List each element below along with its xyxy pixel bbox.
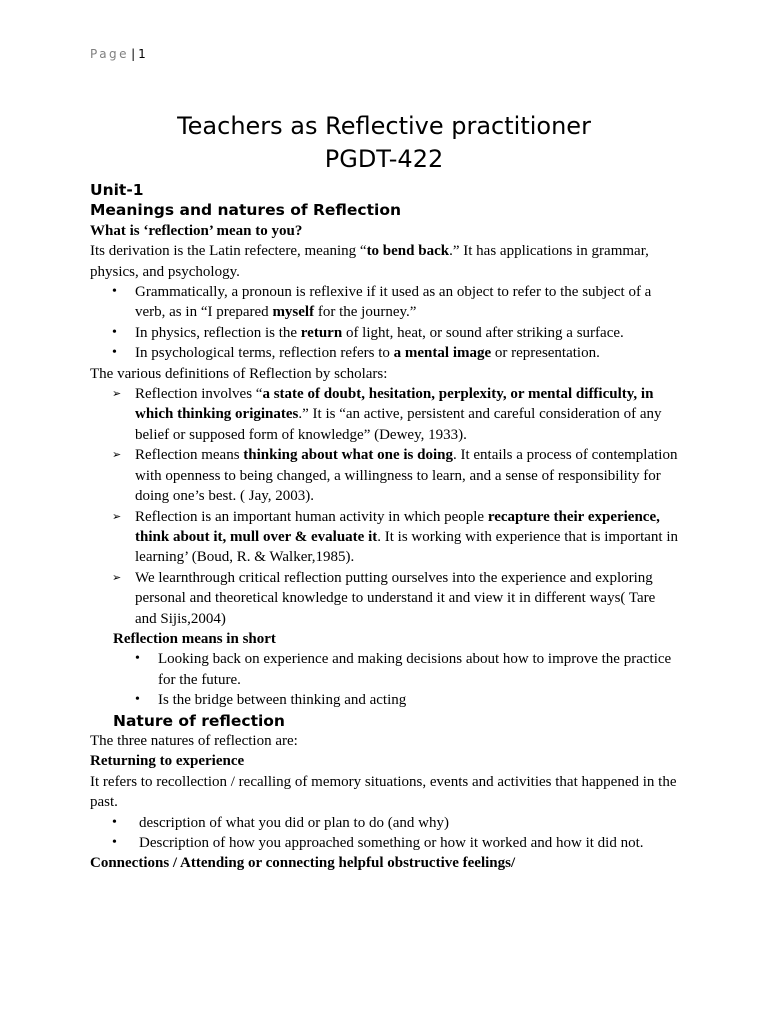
short-heading: Reflection means in short xyxy=(113,630,276,647)
list-item: • Description of how you approached something or how it worked and how it did not. xyxy=(90,833,680,853)
item-bold: return xyxy=(300,324,343,341)
item-text: .” It is “an active, persistent and careful consideration of any belief or supposed form of knowledge” (Dewey, 1933). xyxy=(135,406,662,443)
header-divider: | xyxy=(131,47,136,61)
document-body xyxy=(90,180,680,874)
list-item: • Looking back on experience and making decisions about how to improve the practice for the future. xyxy=(90,649,680,690)
title-line-2: PGDT-422 xyxy=(324,145,444,173)
question-heading: What is ‘reflection’ mean to you? xyxy=(90,222,303,239)
nature-intro: The three natures of reflection are: xyxy=(90,732,298,749)
item-text: In physics, reflection is the xyxy=(135,324,301,341)
section-heading: Meanings and natures of Reflection xyxy=(90,201,402,220)
list-item xyxy=(90,282,680,323)
list-item xyxy=(90,343,680,363)
list-item xyxy=(90,507,680,568)
list-item xyxy=(90,384,680,445)
document-title xyxy=(0,110,768,176)
list-item: • description of what you did or plan to do (and why) xyxy=(90,813,680,833)
item-bold: myself xyxy=(272,304,315,321)
page-header xyxy=(90,47,146,61)
arrow-bullet-icon: ➢ xyxy=(112,570,122,584)
item-bold: thinking about what one is doing xyxy=(243,447,453,464)
definitions-list xyxy=(90,384,680,629)
short-list xyxy=(90,649,680,710)
item-bold: a mental image xyxy=(393,345,492,362)
returning-heading: Returning to experience xyxy=(90,753,245,770)
item-bold: recapture their experience, think about it, mull over & evaluate it xyxy=(135,508,660,545)
intro-text-1: Its derivation is the Latin refectere, meaning “ xyxy=(90,243,367,260)
arrow-bullet-icon: ➢ xyxy=(112,387,122,401)
list-item xyxy=(90,445,680,506)
item-text: . It entails a process of contemplation with openness to being changed, a willingness to learn, and a sense of responsibility for doing one’s best. ( Jay, 2003). xyxy=(135,447,678,505)
page-label: Page xyxy=(90,47,130,61)
arrow-bullet-icon: ➢ xyxy=(112,448,122,462)
item-text: In psychological terms, reflection refers to xyxy=(135,345,394,362)
item-text: or representation. xyxy=(491,345,600,362)
nature-heading: Nature of reflection xyxy=(113,711,285,730)
definitions-intro: The various definitions of Reflection by scholars: xyxy=(90,365,388,382)
list-item xyxy=(90,568,680,629)
page-number: 1 xyxy=(138,47,146,61)
item-text: of light, heat, or sound after striking a surface. xyxy=(342,324,624,341)
connections-heading: Connections / Attending or connecting helpful obstructive feelings/ xyxy=(90,855,516,872)
intro-bold: to bend back xyxy=(366,243,450,260)
item-text: Reflection involves “ xyxy=(135,386,263,403)
item-text: We learnthrough critical reflection putting ourselves into the experience and exploring personal and theoretical knowledge to understand it and view it in different ways( Tare and Sijis,2004) xyxy=(135,569,656,627)
title-line-1: Teachers as Reflective practitioner xyxy=(177,112,591,140)
item-text: Reflection means xyxy=(135,447,244,464)
unit-heading: Unit-1 xyxy=(90,181,144,199)
item-text: Grammatically, a pronoun is reflexive if it used as an object to refer to the subject of a verb, as in “I prepared xyxy=(135,284,652,321)
item-text: for the journey.” xyxy=(314,304,417,321)
intro-paragraph xyxy=(90,241,680,282)
list-item: • Is the bridge between thinking and acting xyxy=(90,690,680,710)
returning-list xyxy=(90,813,680,854)
intro-text-2: .” It has applications in grammar, physics, and psychology. xyxy=(90,243,649,280)
returning-text: It refers to recollection / recalling of memory situations, events and activities that happened in the past. xyxy=(90,773,677,811)
item-text: Reflection is an important human activity in which people xyxy=(135,508,488,525)
list-item xyxy=(90,323,680,343)
uses-list xyxy=(90,282,680,364)
arrow-bullet-icon: ➢ xyxy=(112,509,122,523)
item-text: . It is working with experience that is important in learning’ (Boud, R. & Walker,1985). xyxy=(135,528,679,566)
item-bold: a state of doubt, hesitation, perplexity, or mental difficulty, in which thinking originates xyxy=(135,386,654,423)
